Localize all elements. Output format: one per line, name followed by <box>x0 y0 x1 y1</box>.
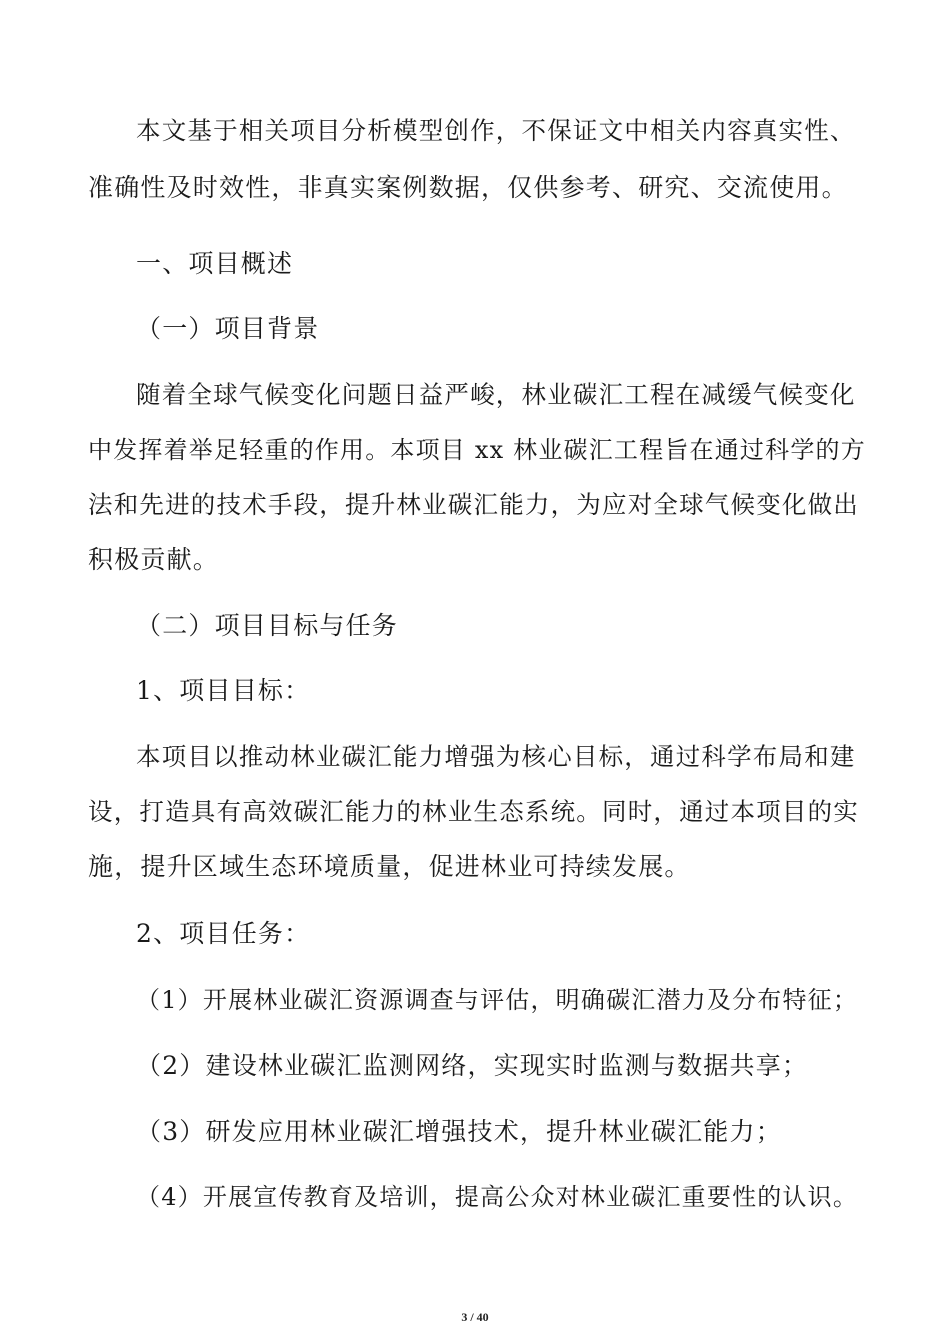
goal-para-line-1: 本项目以推动林业碳汇能力增强为核心目标，通过科学布局和建 <box>136 742 856 771</box>
page-number: 3 / 40 <box>461 1310 489 1324</box>
task-item: （4）开展宣传教育及培训，提高公众对林业碳汇重要性的认识。 <box>136 1183 859 1211</box>
task-item: （3）研发应用林业碳汇增强技术，提升林业碳汇能力； <box>136 1117 782 1146</box>
task-item: （2）建设林业碳汇监测网络，实现实时监测与数据共享； <box>136 1051 809 1080</box>
subsection-heading-background: （一）项目背景 <box>136 314 320 343</box>
goal-para-line-2: 设，打造具有高效碳汇能力的林业生态系统。同时，通过本项目的实 <box>88 797 859 826</box>
task-heading: 2、项目任务： <box>136 919 311 948</box>
disclaimer-line-2: 准确性及时效性，非真实案例数据，仅供参考、研究、交流使用。 <box>88 173 848 202</box>
disclaimer-line-1: 本文基于相关项目分析模型创作，不保证文中相关内容真实性、 <box>136 116 856 145</box>
task-item: （1）开展林业碳汇资源调查与评估，明确碳汇潜力及分布特征； <box>136 986 859 1014</box>
goal-para-line-3: 施，提升区域生态环境质量，促进林业可持续发展。 <box>88 852 691 881</box>
background-para-line-2: 中发挥着举足轻重的作用。本项目 xx 林业碳汇工程旨在通过科学的方 <box>88 436 866 464</box>
background-para-line-1: 随着全球气候变化问题日益严峻，林业碳汇工程在减缓气候变化 <box>136 380 856 409</box>
background-para-line-3: 法和先进的技术手段，提升林业碳汇能力，为应对全球气候变化做出 <box>88 490 859 519</box>
subsection-heading-goals: （二）项目目标与任务 <box>136 611 399 640</box>
goal-heading: 1、项目目标： <box>136 676 311 705</box>
background-para-line-4: 积极贡献。 <box>88 545 220 574</box>
section-heading: 一、项目概述 <box>136 249 294 278</box>
